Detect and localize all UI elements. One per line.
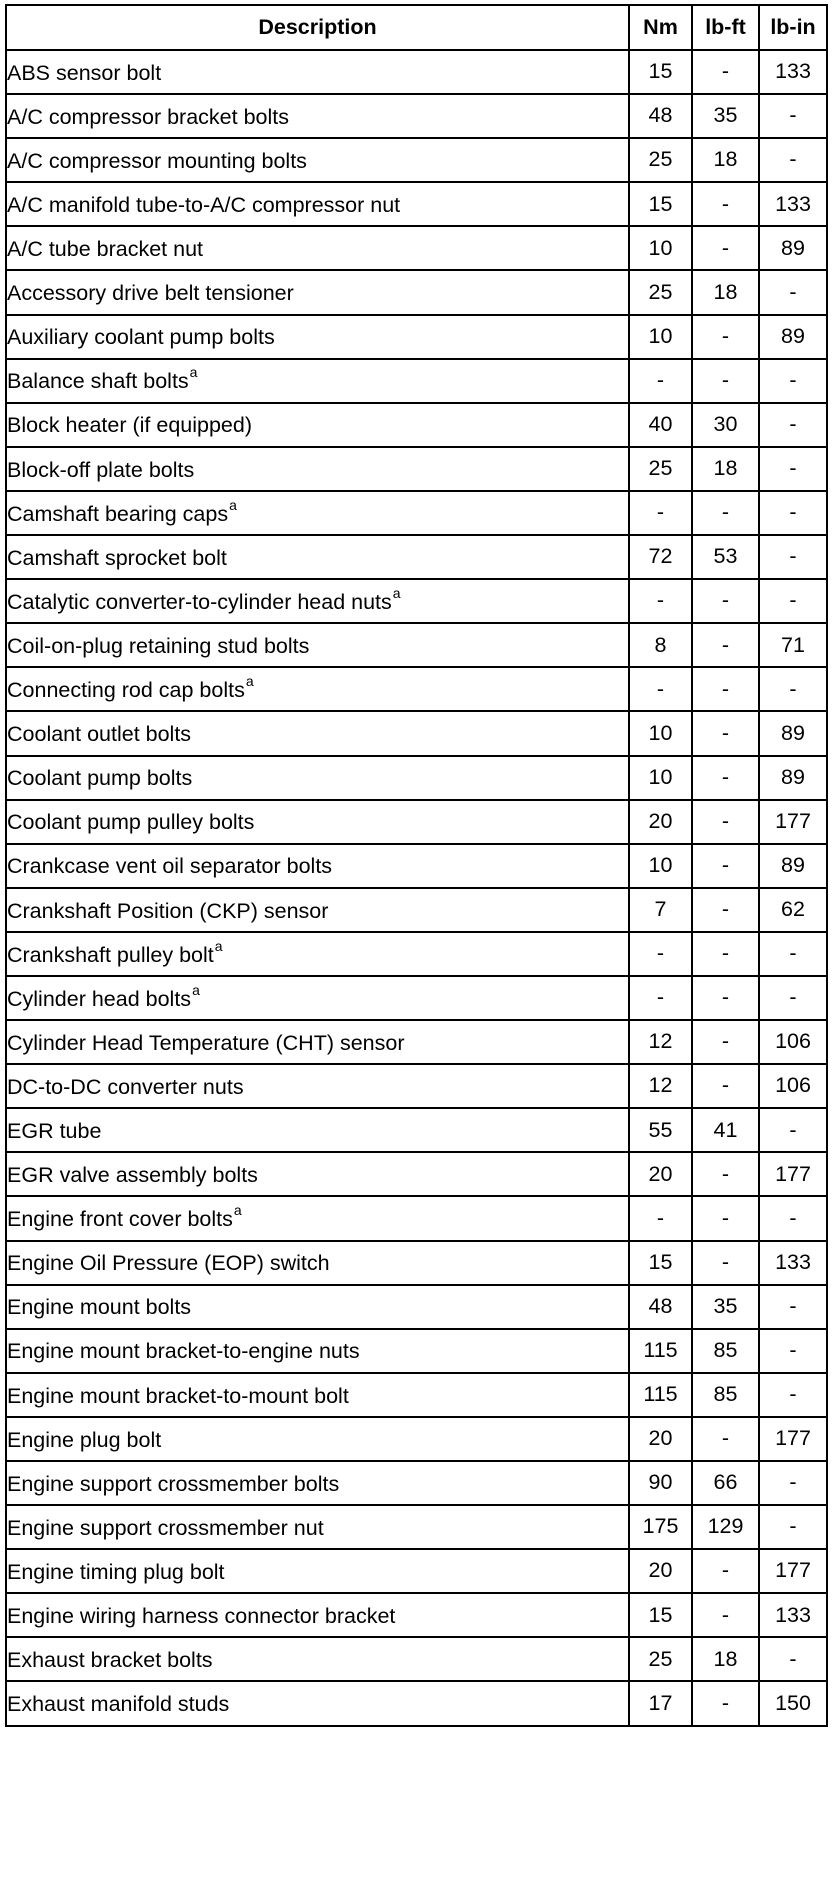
table-row: [6, 138, 827, 182]
description-cell: [6, 976, 629, 1020]
lbft-cell: 53: [692, 535, 759, 579]
lbft-cell: 18: [692, 270, 759, 314]
table-row: [6, 226, 827, 270]
description-text: A/C tube bracket nut: [7, 237, 203, 262]
nm-cell: 8: [629, 623, 692, 667]
lbft-cell: 30: [692, 403, 759, 447]
nm-cell: 55: [629, 1108, 692, 1152]
lbft-cell: -: [692, 50, 759, 94]
lbft-cell: 18: [692, 1637, 759, 1681]
table-row: [6, 94, 827, 138]
nm-cell: 25: [629, 1637, 692, 1681]
lbft-cell: -: [692, 844, 759, 888]
nm-cell: 72: [629, 535, 692, 579]
lbft-cell: -: [692, 756, 759, 800]
description-text: Block-off plate bolts: [7, 457, 195, 482]
lbin-cell: -: [759, 1285, 827, 1329]
lbft-cell: -: [692, 932, 759, 976]
lbft-cell: -: [692, 491, 759, 535]
description-text: Engine wiring harness connector bracket: [7, 1604, 396, 1629]
nm-cell: 15: [629, 1241, 692, 1285]
lbft-cell: -: [692, 667, 759, 711]
lbin-cell: -: [759, 138, 827, 182]
description-cell: [6, 1417, 629, 1461]
description-cell: [6, 1637, 629, 1681]
lbft-cell: 35: [692, 1285, 759, 1329]
description-cell: [6, 844, 629, 888]
footnote-marker: a: [245, 673, 254, 690]
nm-cell: 15: [629, 50, 692, 94]
lbft-cell: -: [692, 1681, 759, 1725]
description-text: ABS sensor bolt: [7, 60, 162, 85]
nm-cell: 10: [629, 315, 692, 359]
nm-cell: 90: [629, 1461, 692, 1505]
description-text: Camshaft sprocket bolt: [7, 545, 227, 570]
lbft-cell: -: [692, 623, 759, 667]
lbin-cell: -: [759, 535, 827, 579]
nm-cell: 48: [629, 94, 692, 138]
description-cell: [6, 1461, 629, 1505]
nm-cell: 15: [629, 182, 692, 226]
nm-cell: 20: [629, 800, 692, 844]
nm-cell: 115: [629, 1373, 692, 1417]
lbft-cell: -: [692, 359, 759, 403]
nm-cell: -: [629, 579, 692, 623]
lbft-cell: -: [692, 1241, 759, 1285]
table-row: [6, 315, 827, 359]
description-text: Cylinder Head Temperature (CHT) sensor: [7, 1030, 405, 1055]
description-cell: [6, 270, 629, 314]
lbin-cell: -: [759, 403, 827, 447]
description-text: Catalytic converter-to-cylinder head nuts: [7, 590, 392, 614]
description-text: EGR valve assembly bolts: [7, 1163, 258, 1188]
table-row: [6, 491, 827, 535]
lbft-cell: -: [692, 1152, 759, 1196]
table-row: [6, 711, 827, 755]
description-text: Block heater (if equipped): [7, 413, 253, 438]
nm-cell: -: [629, 491, 692, 535]
table-row: [6, 447, 827, 491]
description-text: Exhaust bracket bolts: [7, 1648, 213, 1673]
lbin-cell: 177: [759, 1152, 827, 1196]
table-row: [6, 1417, 827, 1461]
description-cell: [6, 1549, 629, 1593]
header-row: [6, 5, 827, 50]
description-cell: [6, 579, 629, 623]
description-cell: [6, 226, 629, 270]
lbin-cell: 89: [759, 226, 827, 270]
description-cell: [6, 1241, 629, 1285]
lbft-cell: -: [692, 182, 759, 226]
lbin-cell: -: [759, 976, 827, 1020]
lbft-cell: 41: [692, 1108, 759, 1152]
footnote-marker: a: [192, 981, 200, 998]
footnote-marker: a: [189, 364, 198, 381]
table-row: [6, 1329, 827, 1373]
lbin-cell: 177: [759, 1549, 827, 1593]
description-text: Engine mount bracket-to-engine nuts: [7, 1339, 360, 1364]
table-row: [6, 1593, 827, 1637]
description-text: Engine support crossmember nut: [7, 1515, 324, 1540]
description-text: Crankshaft pulley bolt: [7, 942, 214, 967]
description-cell: [6, 182, 629, 226]
table-row: [6, 932, 827, 976]
table-row: [6, 1152, 827, 1196]
description-text: Engine support crossmember bolts: [7, 1471, 340, 1496]
lbin-cell: -: [759, 1461, 827, 1505]
description-cell: [6, 1285, 629, 1329]
lbin-cell: -: [759, 1196, 827, 1240]
description-text: Engine mount bolts: [7, 1295, 192, 1320]
description-cell: [6, 535, 629, 579]
lbin-cell: -: [759, 94, 827, 138]
description-text: A/C compressor mounting bolts: [7, 149, 307, 174]
table-row: [6, 359, 827, 403]
lbin-cell: 71: [759, 623, 827, 667]
footnote-marker: a: [233, 1202, 242, 1219]
lbft-cell: -: [692, 1549, 759, 1593]
description-text: Camshaft bearing caps: [7, 501, 229, 526]
table-row: [6, 50, 827, 94]
description-text: Engine timing plug bolt: [7, 1560, 225, 1585]
nm-cell: 10: [629, 711, 692, 755]
nm-cell: 12: [629, 1020, 692, 1064]
lbft-cell: 18: [692, 447, 759, 491]
description-cell: [6, 1020, 629, 1064]
description-cell: [6, 359, 629, 403]
description-cell: [6, 447, 629, 491]
nm-cell: 115: [629, 1329, 692, 1373]
table-row: [6, 800, 827, 844]
table-row: [6, 976, 827, 1020]
lbin-cell: -: [759, 270, 827, 314]
nm-cell: 20: [629, 1549, 692, 1593]
description-text: Engine front cover bolts: [7, 1207, 233, 1232]
description-cell: [6, 932, 629, 976]
description-text: Crankshaft Position (CKP) sensor: [7, 898, 329, 923]
description-text: Coil-on-plug retaining stud bolts: [7, 634, 310, 659]
lbft-cell: 85: [692, 1329, 759, 1373]
lbin-cell: -: [759, 447, 827, 491]
lbin-cell: 177: [759, 1417, 827, 1461]
table-row: [6, 1064, 827, 1108]
lbft-cell: -: [692, 800, 759, 844]
nm-cell: 25: [629, 270, 692, 314]
description-text: DC-to-DC converter nuts: [7, 1075, 244, 1100]
nm-cell: 175: [629, 1505, 692, 1549]
description-cell: [6, 1152, 629, 1196]
nm-cell: 17: [629, 1681, 692, 1725]
table-row: [6, 270, 827, 314]
footnote-marker: a: [214, 937, 223, 954]
description-cell: [6, 1196, 629, 1240]
torque-spec-table: [5, 4, 828, 1727]
nm-cell: 12: [629, 1064, 692, 1108]
table-row: [6, 756, 827, 800]
lbft-cell: -: [692, 976, 759, 1020]
header-lbft: lb-ft: [692, 5, 759, 50]
table-row: [6, 888, 827, 932]
lbft-cell: -: [692, 711, 759, 755]
table-row: [6, 1549, 827, 1593]
description-cell: [6, 623, 629, 667]
lbin-cell: -: [759, 1373, 827, 1417]
description-text: A/C manifold tube-to-A/C compressor nut: [7, 193, 401, 218]
description-cell: [6, 1064, 629, 1108]
nm-cell: 10: [629, 226, 692, 270]
table-row: [6, 1505, 827, 1549]
nm-cell: -: [629, 932, 692, 976]
lbft-cell: 66: [692, 1461, 759, 1505]
lbin-cell: 133: [759, 50, 827, 94]
lbft-cell: 85: [692, 1373, 759, 1417]
table-row: [6, 1241, 827, 1285]
description-text: Accessory drive belt tensioner: [7, 281, 294, 306]
description-cell: [6, 1681, 629, 1725]
description-cell: [6, 1505, 629, 1549]
lbft-cell: 129: [692, 1505, 759, 1549]
description-text: Connecting rod cap bolts: [7, 678, 245, 703]
description-cell: [6, 138, 629, 182]
header-nm: Nm: [629, 5, 692, 50]
lbft-cell: 35: [692, 94, 759, 138]
description-cell: [6, 711, 629, 755]
nm-cell: -: [629, 976, 692, 1020]
lbin-cell: -: [759, 667, 827, 711]
lbin-cell: -: [759, 1329, 827, 1373]
table-row: [6, 844, 827, 888]
nm-cell: 15: [629, 1593, 692, 1637]
header-lbin: lb-in: [759, 5, 827, 50]
lbin-cell: -: [759, 1505, 827, 1549]
table-row: [6, 1020, 827, 1064]
description-cell: [6, 94, 629, 138]
description-cell: [6, 667, 629, 711]
lbin-cell: -: [759, 491, 827, 535]
description-cell: [6, 50, 629, 94]
lbft-cell: -: [692, 226, 759, 270]
table-row: [6, 1373, 827, 1417]
description-text: Engine plug bolt: [7, 1427, 162, 1452]
footnote-marker: a: [229, 496, 237, 513]
nm-cell: -: [629, 359, 692, 403]
table-row: [6, 623, 827, 667]
lbin-cell: -: [759, 1108, 827, 1152]
nm-cell: 20: [629, 1152, 692, 1196]
description-cell: [6, 1593, 629, 1637]
description-cell: [6, 888, 629, 932]
description-text: EGR tube: [7, 1119, 102, 1144]
nm-cell: 40: [629, 403, 692, 447]
lbft-cell: 18: [692, 138, 759, 182]
lbin-cell: 106: [759, 1064, 827, 1108]
table-row: [6, 535, 827, 579]
nm-cell: -: [629, 1196, 692, 1240]
lbin-cell: 89: [759, 711, 827, 755]
lbin-cell: 133: [759, 182, 827, 226]
table-row: [6, 1461, 827, 1505]
lbft-cell: -: [692, 1417, 759, 1461]
table-row: [6, 403, 827, 447]
nm-cell: 10: [629, 756, 692, 800]
table-row: [6, 667, 827, 711]
lbft-cell: -: [692, 315, 759, 359]
lbin-cell: -: [759, 1637, 827, 1681]
lbin-cell: 133: [759, 1593, 827, 1637]
lbin-cell: -: [759, 932, 827, 976]
description-text: Engine Oil Pressure (EOP) switch: [7, 1251, 330, 1276]
table-row: [6, 1637, 827, 1681]
description-text: Exhaust manifold studs: [7, 1692, 230, 1717]
table-row: [6, 1108, 827, 1152]
description-cell: [6, 403, 629, 447]
lbft-cell: -: [692, 1593, 759, 1637]
lbin-cell: -: [759, 359, 827, 403]
nm-cell: 48: [629, 1285, 692, 1329]
description-text: A/C compressor bracket bolts: [7, 104, 289, 129]
table-row: [6, 182, 827, 226]
description-cell: [6, 1329, 629, 1373]
description-text: Coolant pump pulley bolts: [7, 810, 255, 835]
description-text: Crankcase vent oil separator bolts: [7, 854, 333, 879]
nm-cell: 7: [629, 888, 692, 932]
footnote-marker: a: [392, 584, 401, 601]
lbft-cell: -: [692, 1020, 759, 1064]
lbin-cell: 89: [759, 315, 827, 359]
nm-cell: -: [629, 667, 692, 711]
nm-cell: 25: [629, 138, 692, 182]
description-text: Auxiliary coolant pump bolts: [7, 325, 275, 350]
description-cell: [6, 1108, 629, 1152]
table-row: [6, 1285, 827, 1329]
description-cell: [6, 491, 629, 535]
lbin-cell: -: [759, 579, 827, 623]
lbft-cell: -: [692, 579, 759, 623]
table-header: [6, 5, 827, 50]
header-description: Description: [6, 5, 629, 50]
lbin-cell: 133: [759, 1241, 827, 1285]
lbin-cell: 89: [759, 756, 827, 800]
description-text: Coolant outlet bolts: [7, 722, 192, 747]
table-row: [6, 579, 827, 623]
lbin-cell: 62: [759, 888, 827, 932]
lbft-cell: -: [692, 1064, 759, 1108]
description-text: Cylinder head bolts: [7, 986, 192, 1011]
description-cell: [6, 800, 629, 844]
nm-cell: 10: [629, 844, 692, 888]
table-row: [6, 1196, 827, 1240]
description-cell: [6, 756, 629, 800]
nm-cell: 20: [629, 1417, 692, 1461]
lbft-cell: -: [692, 1196, 759, 1240]
description-text: Balance shaft bolts: [7, 369, 189, 394]
description-cell: [6, 1373, 629, 1417]
description-text: Coolant pump bolts: [7, 766, 193, 791]
lbin-cell: 106: [759, 1020, 827, 1064]
description-text: Engine mount bracket-to-mount bolt: [7, 1383, 349, 1408]
lbin-cell: 150: [759, 1681, 827, 1725]
table-body: [6, 50, 827, 1726]
lbin-cell: 89: [759, 844, 827, 888]
nm-cell: 25: [629, 447, 692, 491]
table-row: [6, 1681, 827, 1725]
lbft-cell: -: [692, 888, 759, 932]
lbin-cell: 177: [759, 800, 827, 844]
description-cell: [6, 315, 629, 359]
